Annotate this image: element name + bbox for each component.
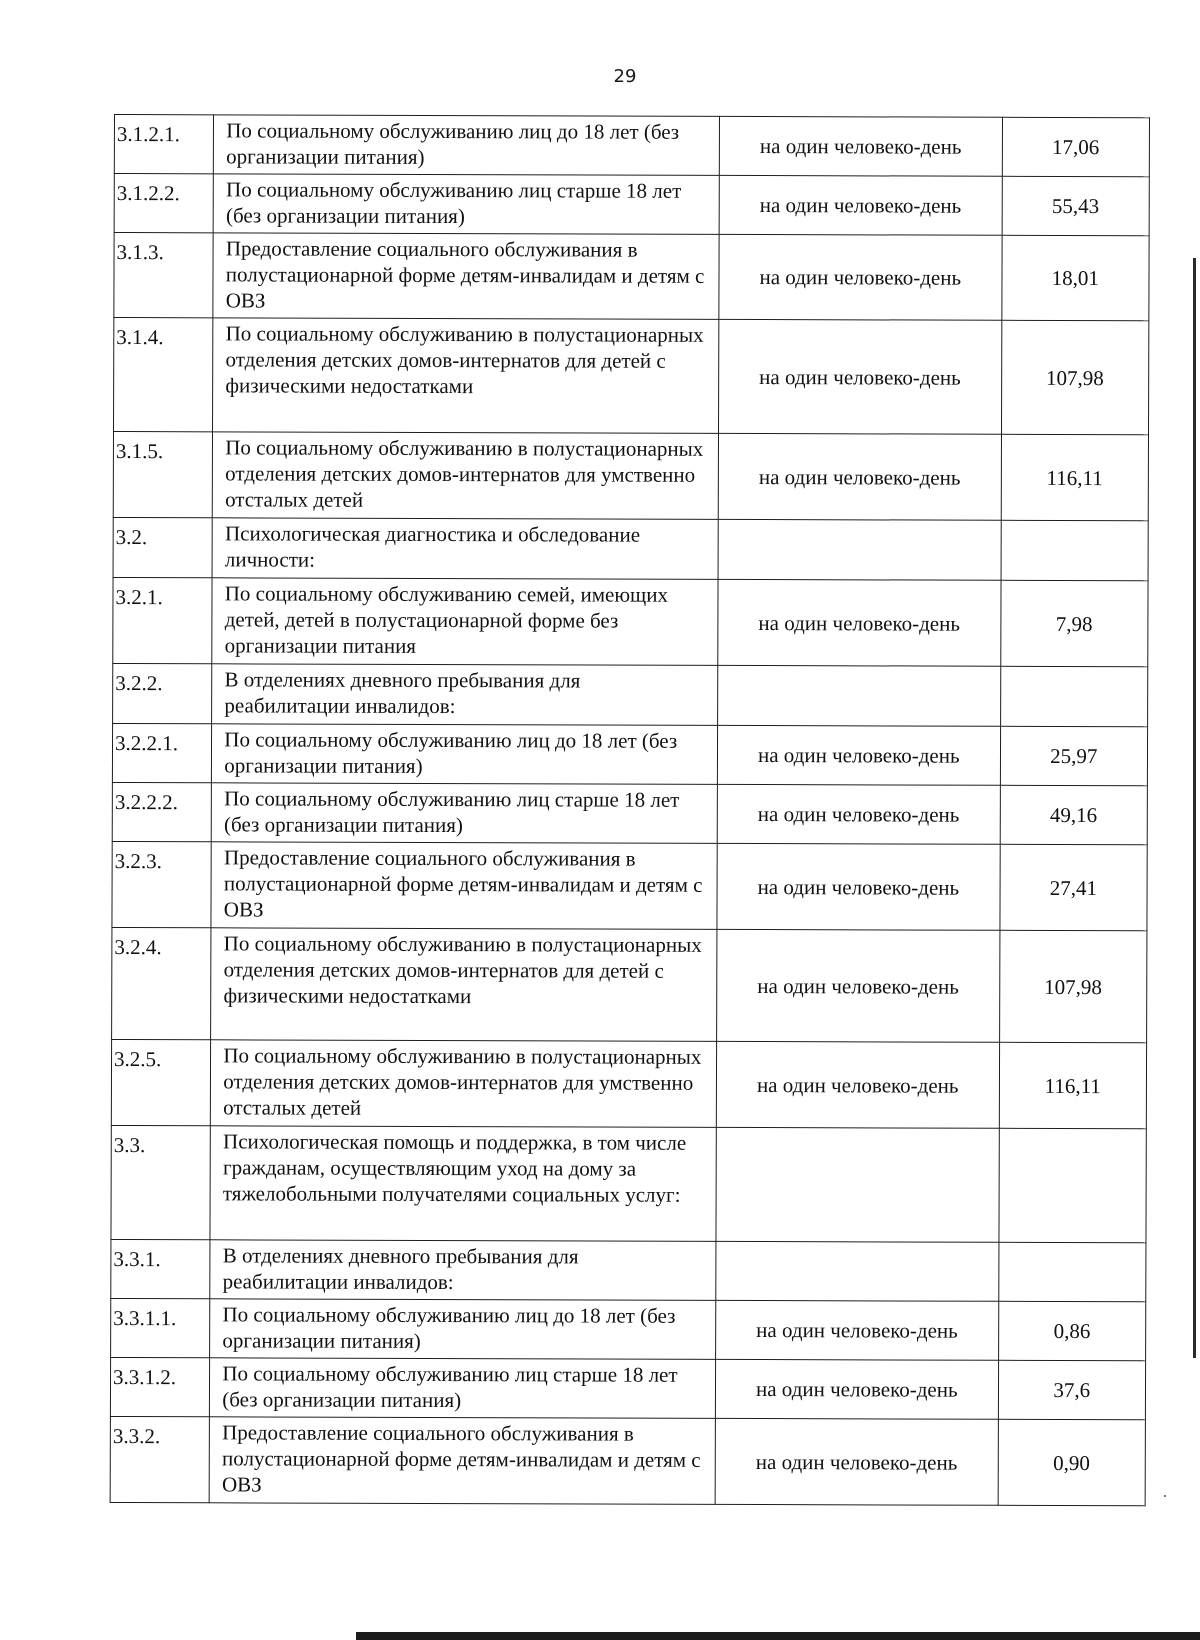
row-code: 3.3.1.1. <box>111 1298 210 1357</box>
table-row <box>113 432 1148 521</box>
table-row <box>112 782 1147 844</box>
row-code: 3.3.1.2. <box>110 1357 209 1416</box>
row-code: 3.2. <box>113 517 212 577</box>
tariff-table <box>110 114 1150 1506</box>
scan-edge-shadow <box>1193 258 1196 1358</box>
table-row <box>113 663 1148 726</box>
row-unit: на один человеко-день <box>717 784 1000 844</box>
table-row <box>111 1298 1146 1360</box>
row-unit <box>716 1127 999 1242</box>
row-value: 7,98 <box>1000 580 1148 666</box>
table-row <box>113 577 1148 666</box>
row-code: 3.3.2. <box>110 1416 210 1502</box>
table-row <box>112 927 1147 1042</box>
table-row <box>113 517 1148 580</box>
row-unit: на один человеко-день <box>717 929 1000 1042</box>
row-value: 17,06 <box>1002 117 1150 176</box>
row-unit <box>718 665 1001 726</box>
table-row <box>112 841 1147 930</box>
row-code: 3.1.2.2. <box>114 174 213 233</box>
row-value: 25,97 <box>1000 726 1148 785</box>
row-code: 3.2.2.2. <box>112 782 211 841</box>
row-code: 3.1.3. <box>114 233 214 318</box>
table-row <box>111 1125 1146 1242</box>
row-value: 116,11 <box>999 1042 1147 1128</box>
row-unit: на один человеко-день <box>717 843 1000 930</box>
row-description: По социальному обслуживанию в полустационарных отделения детских домов-интернатов для умственно отсталых детей <box>213 432 719 520</box>
row-unit: на один человеко-день <box>717 725 1000 785</box>
row-description: По социальному обслуживанию лиц до 18 лет (без организации питания) <box>214 115 720 176</box>
row-value <box>1000 666 1148 726</box>
row-code: 3.3. <box>111 1125 211 1239</box>
row-unit: на один человеко-день <box>719 116 1002 176</box>
row-value: 116,11 <box>1001 434 1149 520</box>
table-row <box>114 115 1149 177</box>
row-code: 3.1.2.1. <box>114 115 213 174</box>
row-description: По социальному обслуживанию в полустационарных отделения детских домов-интернатов для умственно отсталых детей <box>211 1040 717 1128</box>
scan-speck <box>1164 1495 1166 1497</box>
table-row <box>114 174 1149 236</box>
table-row <box>110 1357 1145 1419</box>
row-unit: на один человеко-день <box>719 175 1002 235</box>
row-code: 3.2.1. <box>113 577 213 663</box>
table-row <box>111 1239 1146 1301</box>
row-code: 3.1.5. <box>113 432 213 518</box>
scan-bottom-edge <box>356 1632 1200 1640</box>
row-description: Психологическая диагностика и обследование личности: <box>212 518 718 580</box>
row-description: По социальному обслуживанию лиц старше 18 лет (без организации питания) <box>213 174 719 235</box>
page-number: 29 <box>613 66 637 87</box>
table-row <box>111 1039 1146 1128</box>
row-value: 37,6 <box>998 1360 1146 1419</box>
row-description: По социальному обслуживанию в полустационарных отделения детских домов-интернатов для детей с физическими недостатками <box>211 928 717 1042</box>
row-description: Психологическая помощь и поддержка, в том числе гражданам, осуществляющим уход на дому за тяжелобольными получателями социальных услуг: <box>210 1126 716 1242</box>
row-code: 3.2.2.1. <box>112 723 211 782</box>
row-description: Предоставление социального обслуживания в полустационарной форме детям-инвалидам и детям с ОВЗ <box>209 1417 715 1505</box>
row-value: 18,01 <box>1001 235 1149 320</box>
row-code: 3.1.4. <box>114 318 214 432</box>
row-unit: на один человеко-день <box>715 1418 998 1505</box>
row-description: По социальному обслуживанию семей, имеющих детей, детей в полустационарной форме без организации питания <box>212 578 718 666</box>
row-description: По социальному обслуживанию лиц до 18 лет (без организации питания) <box>210 1299 716 1360</box>
row-code: 3.2.2. <box>113 663 212 723</box>
row-value: 0,90 <box>998 1419 1146 1505</box>
table-row <box>114 318 1149 435</box>
row-unit <box>718 519 1001 580</box>
row-unit <box>716 1241 999 1301</box>
row-description: В отделениях дневного пребывания для реабилитации инвалидов: <box>212 664 718 726</box>
table-row <box>110 1416 1145 1505</box>
row-unit: на один человеко-день <box>715 1359 998 1419</box>
row-description: По социальному обслуживанию лиц старше 18 лет (без организации питания) <box>212 783 718 844</box>
row-value: 27,41 <box>1000 844 1148 930</box>
row-code: 3.2.3. <box>112 841 212 927</box>
row-description: По социальному обслуживанию в полустационарных отделения детских домов-интернатов для детей с физическими недостатками <box>213 318 719 434</box>
row-unit: на один человеко-день <box>718 579 1001 666</box>
row-description: Предоставление социального обслуживания в полустационарной форме детям-инвалидам и детям с ОВЗ <box>213 233 719 320</box>
row-description: По социальному обслуживанию лиц до 18 лет (без организации питания) <box>212 724 718 785</box>
row-value <box>999 1128 1147 1242</box>
row-unit: на один человеко-день <box>719 319 1002 434</box>
row-value <box>998 1242 1146 1301</box>
row-description: Предоставление социального обслуживания в полустационарной форме детям-инвалидам и детям с ОВЗ <box>211 842 717 930</box>
row-value: 107,98 <box>1001 320 1149 434</box>
row-value: 107,98 <box>999 930 1147 1042</box>
table-row <box>112 723 1147 785</box>
row-unit: на один человеко-день <box>718 433 1001 520</box>
row-description: В отделениях дневного пребывания для реабилитации инвалидов: <box>210 1240 716 1301</box>
row-unit: на один человеко-день <box>716 1300 999 1360</box>
row-code: 3.2.5. <box>111 1039 211 1125</box>
row-unit: на один человеко-день <box>719 234 1002 320</box>
row-value: 49,16 <box>1000 785 1148 844</box>
row-code: 3.3.1. <box>111 1239 210 1298</box>
tariff-table-body <box>110 115 1149 1506</box>
row-description: По социальному обслуживанию лиц старше 18 лет (без организации питания) <box>210 1358 716 1419</box>
row-unit: на один человеко-день <box>716 1041 999 1128</box>
row-code: 3.2.4. <box>112 927 212 1039</box>
row-value: 55,43 <box>1002 176 1150 235</box>
table-row <box>114 233 1149 321</box>
row-value <box>1001 520 1149 580</box>
row-value: 0,86 <box>998 1301 1146 1360</box>
